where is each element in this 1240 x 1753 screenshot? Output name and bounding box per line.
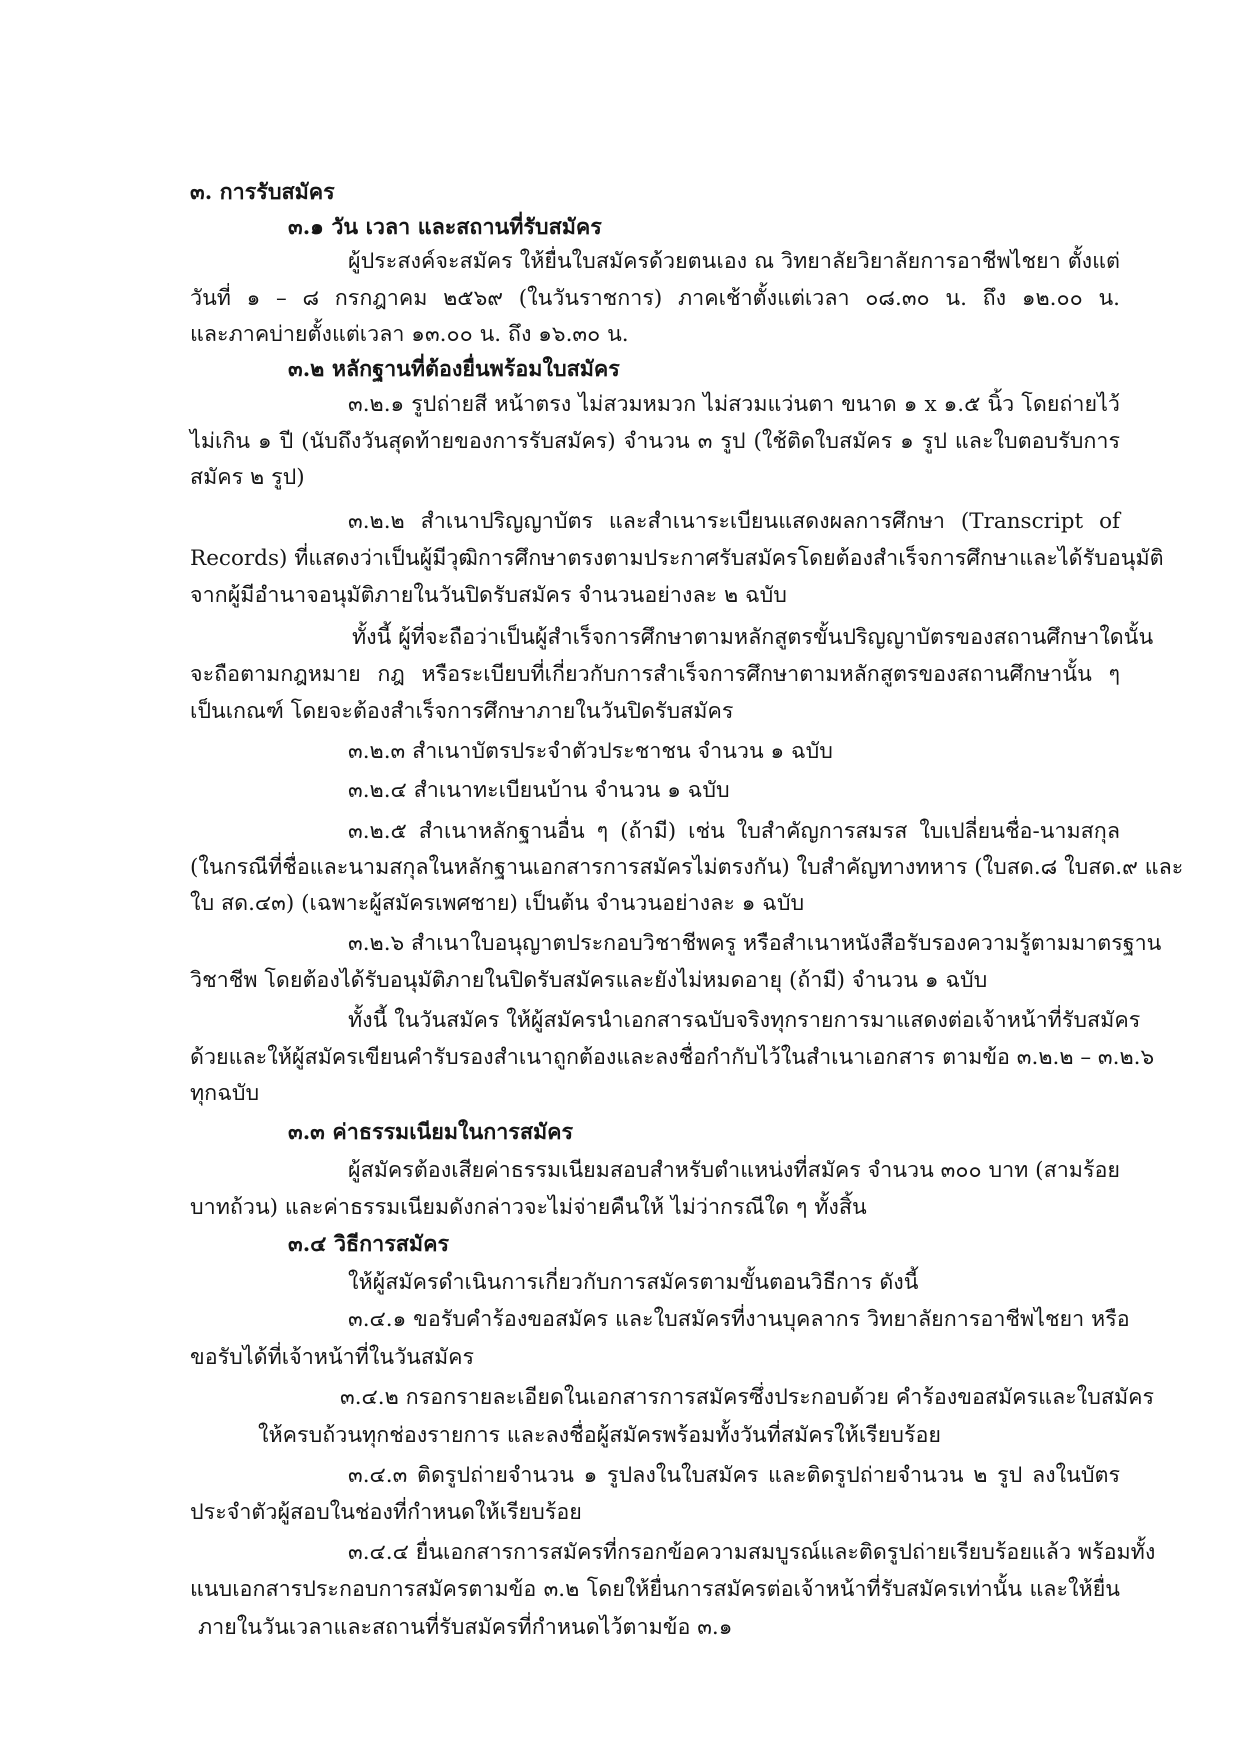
paragraph-line: ไม่เกิน ๑ ปี (นับถึงวันสุดท้ายของการรับสมัคร) จำนวน ๓ รูป (ใช้ติดใบสมัคร ๑ รูป และใบตอบรับการ [190, 429, 1120, 454]
paragraph-line: และภาคบ่ายตั้งแต่เวลา ๑๓.๐๐ น. ถึง ๑๖.๓๐ น. [190, 322, 629, 347]
subsection-heading: ๓.๒ หลักฐานที่ต้องยื่นพร้อมใบสมัคร [288, 357, 620, 382]
paragraph-line: ด้วยและให้ผู้สมัครเขียนคำรับรองสำเนาถูกต้องและลงชื่อกำกับไว้ในสำเนาเอกสาร ตามข้อ ๓.๒.๒ – ๓.๒.๖ [190, 1045, 1155, 1070]
paragraph-line: ทุกฉบับ [190, 1081, 260, 1106]
paragraph-line: ๓.๒.๒ สำเนาปริญญาบัตร และสำเนาระเบียนแสดงผลการศึกษา (Transcript of [348, 509, 1120, 534]
subsection-heading: ๓.๔ วิธีการสมัคร [288, 1232, 449, 1257]
paragraph-line: ๓.๔.๓ ติดรูปถ่ายจำนวน ๑ รูปลงในใบสมัคร และติดรูปถ่ายจำนวน ๒ รูป ลงในบัตร [348, 1463, 1120, 1488]
paragraph-line: ประจำตัวผู้สอบในช่องที่กำหนดให้เรียบร้อย [190, 1500, 582, 1525]
paragraph-line: (ในกรณีที่ชื่อและนามสกุลในหลักฐานเอกสารการสมัครไม่ตรงกัน) ใบสำคัญทางทหาร (ใบสด.๘ ใบสด.๙ และ [190, 855, 1184, 880]
paragraph-line: ทั้งนี้ ในวันสมัคร ให้ผู้สมัครนำเอกสารฉบับจริงทุกรายการมาแสดงต่อเจ้าหน้าที่รับสมัคร [348, 1008, 1141, 1033]
subsection-heading: ๓.๓ ค่าธรรมเนียมในการสมัคร [288, 1120, 574, 1145]
paragraph-line: ๓.๒.๖ สำเนาใบอนุญาตประกอบวิชาชีพครู หรือสำเนาหนังสือรับรองความรู้ตามมาตรฐาน [348, 931, 1162, 956]
paragraph-line: Records) ที่แสดงว่าเป็นผู้มีวุฒิการศึกษาตรงตามประกาศรับสมัครโดยต้องสำเร็จการศึกษาและได้รับอนุมัติ [190, 546, 1164, 571]
paragraph-line: ๓.๒.๕ สำเนาหลักฐานอื่น ๆ (ถ้ามี) เช่น ใบสำคัญการสมรส ใบเปลี่ยนชื่อ-นามสกุล [348, 819, 1120, 844]
paragraph-line: ให้ครบถ้วนทุกช่องรายการ และลงชื่อผู้สมัครพร้อมทั้งวันที่สมัครให้เรียบร้อย [258, 1423, 942, 1448]
paragraph-line: วิชาชีพ โดยต้องได้รับอนุมัติภายในปิดรับสมัครและยังไม่หมดอายุ (ถ้ามี) จำนวน ๑ ฉบับ [190, 968, 988, 993]
paragraph-line: จากผู้มีอำนาจอนุมัติภายในวันปิดรับสมัคร จำนวนอย่างละ ๒ ฉบับ [190, 583, 787, 608]
paragraph-line: เป็นเกณฑ์ โดยจะต้องสำเร็จการศึกษาภายในวันปิดรับสมัคร [190, 699, 734, 724]
paragraph-line: ใบ สด.๔๓) (เฉพาะผู้สมัครเพศชาย) เป็นต้น จำนวนอย่างละ ๑ ฉบับ [190, 891, 805, 916]
paragraph-line: สมัคร ๒ รูป) [190, 465, 305, 490]
paragraph-line: จะถือตามกฎหมาย กฎ หรือระเบียบที่เกี่ยวกับการสำเร็จการศึกษาตามหลักสูตรของสถานศึกษานั้น ๆ [190, 662, 1120, 687]
subsection-heading: ๓.๑ วัน เวลา และสถานที่รับสมัคร [288, 215, 602, 240]
paragraph-line: ๓.๒.๑ รูปถ่ายสี หน้าตรง ไม่สวมหมวก ไม่สวมแว่นตา ขนาด ๑ x ๑.๕ นิ้ว โดยถ่ายไว้ [348, 392, 1120, 417]
paragraph-line: ผู้ประสงค์จะสมัคร ให้ยื่นใบสมัครด้วยตนเอง ณ วิทยาลัยวิยาลัยการอาชีพไชยา ตั้งแต่ [348, 249, 1120, 274]
paragraph-line: แนบเอกสารประกอบการสมัครตามข้อ ๓.๒ โดยให้ยื่นการสมัครต่อเจ้าหน้าที่รับสมัครเท่านั้น และให้ยื่น [190, 1577, 1120, 1602]
paragraph-line: ให้ผู้สมัครดำเนินการเกี่ยวกับการสมัครตามขั้นตอนวิธีการ ดังนี้ [348, 1270, 919, 1295]
paragraph-line: วันที่ ๑ – ๘ กรกฎาคม ๒๕๖๙ (ในวันราชการ) ภาคเช้าตั้งแต่เวลา ๐๘.๓๐ น. ถึง ๑๒.๐๐ น. [190, 286, 1120, 311]
section-heading: ๓. การรับสมัคร [190, 180, 335, 205]
list-item: ๓.๒.๔ สำเนาทะเบียนบ้าน จำนวน ๑ ฉบับ [348, 778, 730, 803]
paragraph-line: ผู้สมัครต้องเสียค่าธรรมเนียมสอบสำหรับตำแหน่งที่สมัคร จำนวน ๓๐๐ บาท (สามร้อย [348, 1158, 1120, 1183]
paragraph-line: บาทถ้วน) และค่าธรรมเนียมดังกล่าวจะไม่จ่ายคืนให้ ไม่ว่ากรณีใด ๆ ทั้งสิ้น [190, 1195, 867, 1220]
paragraph-line: ๓.๔.๒ กรอกรายละเอียดในเอกสารการสมัครซึ่งประกอบด้วย คำร้องขอสมัครและใบสมัคร [340, 1385, 1155, 1410]
paragraph-line: ภายในวันเวลาและสถานที่รับสมัครที่กำหนดไว้ตามข้อ ๓.๑ [198, 1615, 733, 1640]
paragraph-line: ขอรับได้ที่เจ้าหน้าที่ในวันสมัคร [190, 1345, 475, 1370]
paragraph-line: ๓.๔.๑ ขอรับคำร้องขอสมัคร และใบสมัครที่งานบุคลากร วิทยาลัยการอาชีพไชยา หรือ [348, 1307, 1130, 1332]
paragraph-line: ทั้งนี้ ผู้ที่จะถือว่าเป็นผู้สำเร็จการศึกษาตามหลักสูตรขั้นปริญญาบัตรของสถานศึกษาใดนั้น [352, 625, 1154, 650]
paragraph-line: ๓.๔.๔ ยื่นเอกสารการสมัครที่กรอกข้อความสมบูรณ์และติดรูปถ่ายเรียบร้อยแล้ว พร้อมทั้ง [348, 1540, 1156, 1565]
list-item: ๓.๒.๓ สำเนาบัตรประจำตัวประชาชน จำนวน ๑ ฉบับ [348, 739, 833, 764]
